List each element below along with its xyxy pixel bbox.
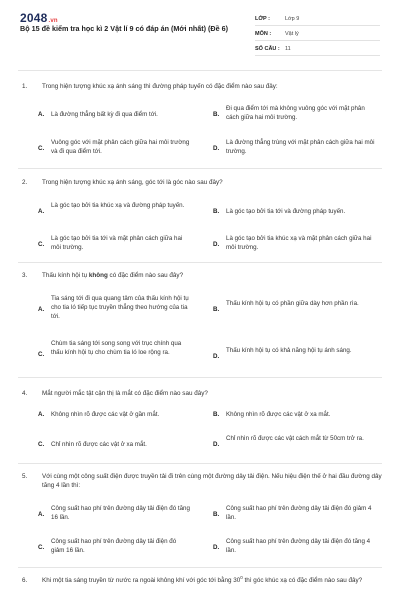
document-title: Bộ 15 đề kiểm tra học kì 2 Vật lí 9 có đáp án (Mới nhất) (Đề 6) [20,24,229,33]
meta-class: LỚP : Lớp 9 [255,14,380,26]
meta-subject: MÔN : Vật lý [255,29,380,41]
divider [18,463,382,464]
divider [18,262,382,263]
site-logo[interactable]: 2048.vn [20,11,58,25]
divider [18,567,382,568]
meta-question-count: SỐ CÂU : 11 [255,44,380,56]
document-header [0,0,400,62]
divider [18,377,382,378]
divider [18,168,382,169]
degree-superscript: 0 [240,574,243,580]
divider [18,70,382,71]
emphasis-text: không [88,272,108,279]
